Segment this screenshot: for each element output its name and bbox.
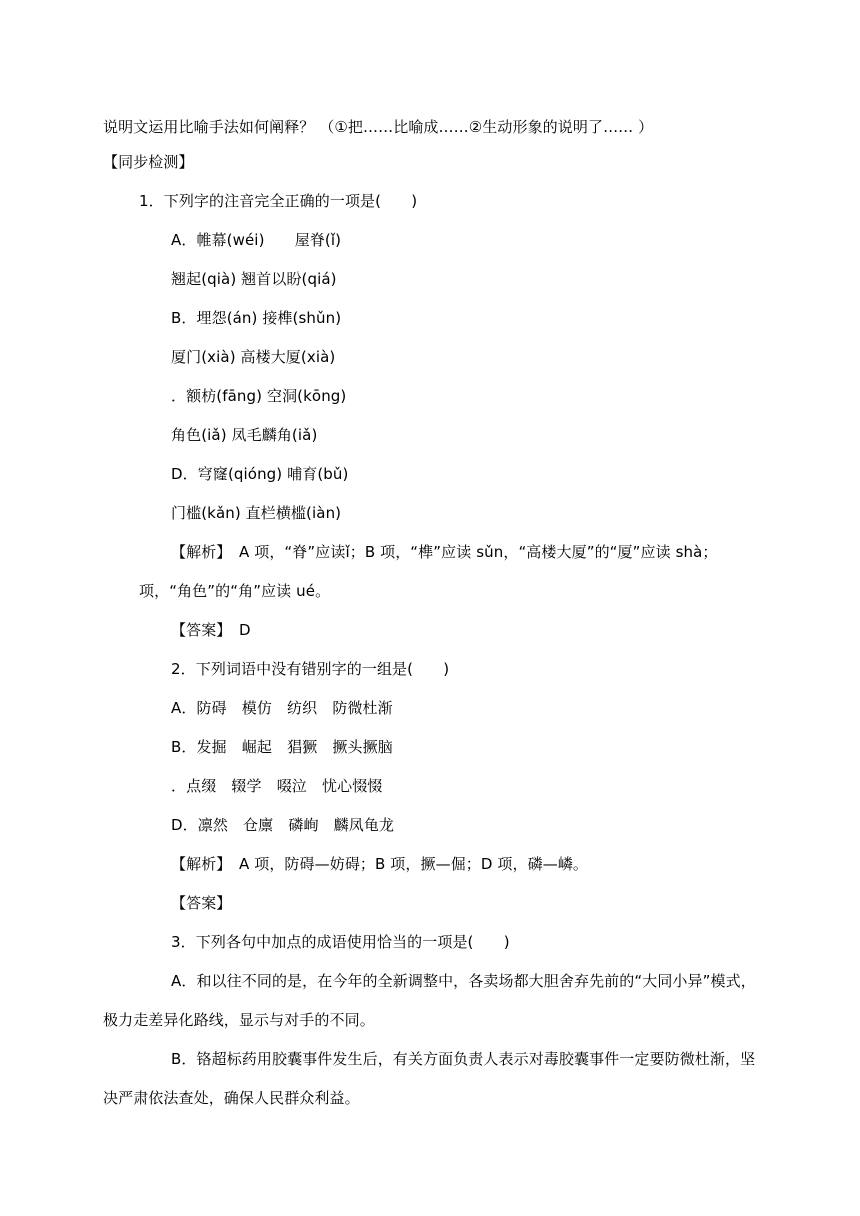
q3-option-a-line2: 极力走差异化路线，显示与对手的不同。 (103, 1011, 375, 1029)
q1-option-d-line1: D．穹窿(qióng) 哺育(bǔ) (171, 465, 349, 483)
q2-answer: 【答案】 (171, 894, 232, 912)
q1-option-a-line2: 翘起(qià) 翘首以盼(qiá) (171, 270, 337, 288)
q2-option-b: B．发掘 崛起 猖獗 撅头撅脑 (171, 738, 393, 756)
q1-option-b-line1: B．埋怨(án) 接榫(shǔn) (171, 309, 342, 327)
q3-option-b-line1: B．铬超标药用胶囊事件发生后，有关方面负责人表示对毒胶囊事件一定要防微杜渐，坚 (171, 1050, 756, 1068)
q2-option-a: A．防碍 模仿 纺织 防微杜渐 (171, 699, 393, 717)
q1-option-b-line2: 厦门(xià) 高楼大厦(xià) (171, 348, 336, 366)
q3-option-b-line2: 决严肃依法查处，确保人民群众利益。 (103, 1089, 360, 1107)
q1-analysis-line1: 【解析】 A 项，“脊”应读ǐ；B 项，“榫”应读 sǔn，“高楼大厦”的“厦”应读 shà； (171, 543, 718, 561)
q2-stem: 2．下列词语中没有错别字的一组是( ) (171, 660, 450, 678)
q1-option-d-line2: 门槛(kǎn) 直栏横槛(iàn) (171, 504, 342, 522)
q2-option-c: ．点缀 辍学 啜泣 忧心惙惙 (171, 777, 383, 795)
section-title: 【同步检测】 (103, 153, 194, 171)
q1-option-c-line2: 角色(iǎ) 凤毛麟角(iǎ) (171, 426, 318, 444)
q1-option-c-line1: ．额枋(fāng) 空洞(kōng) (171, 387, 347, 405)
intro-text: 说明文运用比喻手法如何阐释？ （①把……比喻成……②生动形象的说明了…… ） (103, 118, 654, 136)
q2-option-d: D．凛然 仓廪 磷峋 麟凤龟龙 (171, 816, 395, 834)
q1-analysis-line2: 项，“角色”的“角”应读 ué。 (139, 582, 331, 600)
q1-option-a-line1: A．帷幕(wéi) 屋脊(ǐ) (171, 231, 342, 249)
q1-stem: 1．下列字的注音完全正确的一项是( ) (139, 192, 418, 210)
q2-analysis: 【解析】 A 项，防碍—妨碍；B 项，撅—倔；D 项，磷—嶙。 (171, 855, 589, 873)
q1-answer: 【答案】 D (171, 621, 251, 639)
q3-option-a-line1: A．和以往不同的是，在今年的全新调整中，各卖场都大胆舍弃先前的“大同小异”模式， (171, 972, 756, 990)
q3-stem: 3．下列各句中加点的成语使用恰当的一项是( ) (171, 933, 510, 951)
